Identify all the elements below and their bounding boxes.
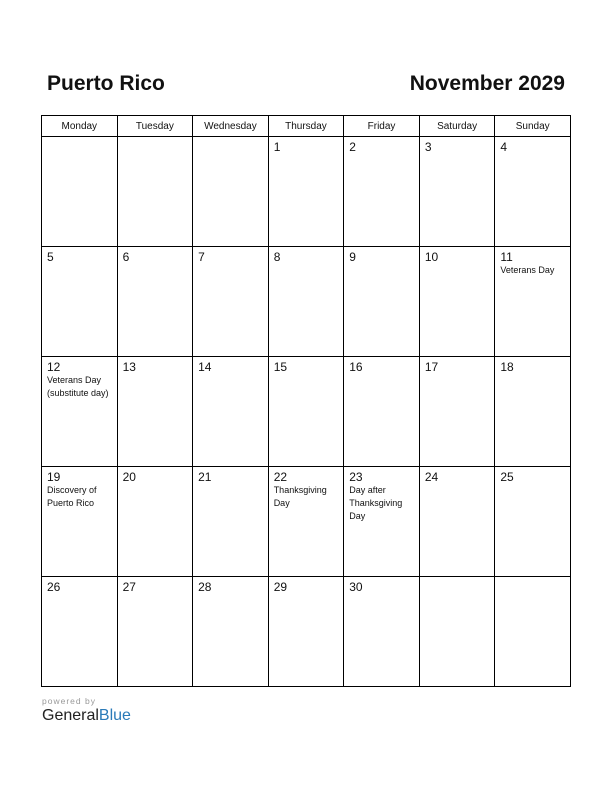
day-cell (495, 357, 571, 467)
footer-branding (42, 696, 131, 725)
weekday-header: Tuesday (117, 116, 193, 137)
day-cell (193, 137, 269, 247)
day-number: 15 (273, 360, 288, 374)
holiday-label: Day after Thanksgiving Day (349, 485, 403, 521)
day-number: 21 (198, 470, 212, 484)
day-cell (268, 577, 344, 687)
month-calendar-grid (41, 115, 571, 687)
day-cell (193, 577, 269, 687)
day-cell (344, 577, 420, 687)
day-cell (42, 577, 118, 687)
week-row (42, 247, 571, 357)
calendar-header (41, 70, 571, 100)
day-number: 23 (349, 470, 363, 484)
holiday-label: Discovery of Puerto Rico (47, 485, 97, 508)
day-cell (419, 357, 495, 467)
day-cell (419, 137, 495, 247)
day-cell (419, 577, 495, 687)
week-row (42, 577, 571, 687)
day-number: 16 (349, 360, 363, 374)
day-cell (419, 247, 495, 357)
day-cell (268, 247, 344, 357)
day-number: 28 (198, 580, 212, 594)
day-number: 20 (122, 470, 136, 484)
day-number: 5 (47, 250, 54, 264)
day-number: 17 (424, 360, 439, 374)
day-number: 24 (424, 470, 439, 484)
weekday-header-row (42, 116, 571, 137)
day-number: 1 (273, 140, 281, 154)
day-number: 27 (122, 580, 136, 594)
day-number: 10 (424, 250, 439, 264)
day-cell (42, 247, 118, 357)
day-number: 18 (500, 360, 514, 374)
day-cell (344, 467, 420, 577)
weekday-header: Thursday (268, 116, 344, 137)
day-number: 9 (349, 250, 356, 264)
day-number: 13 (122, 360, 136, 374)
holiday-label: Thanksgiving Day (273, 485, 327, 508)
day-cell (193, 357, 269, 467)
day-number: 22 (273, 470, 288, 484)
holiday-label: Veterans Day (substitute day) (47, 375, 109, 398)
week-row (42, 467, 571, 577)
day-cell (193, 467, 269, 577)
day-cell (495, 137, 571, 247)
day-number: 19 (47, 470, 61, 484)
day-number: 14 (198, 360, 212, 374)
day-number: 6 (122, 250, 130, 264)
day-cell (117, 577, 193, 687)
day-number: 4 (500, 140, 508, 154)
day-number: 3 (424, 140, 432, 154)
day-number: 2 (349, 140, 356, 154)
day-number: 25 (500, 470, 514, 484)
day-cell (42, 137, 118, 247)
powered-by-text: powered by (42, 696, 96, 706)
day-cell (419, 467, 495, 577)
month-title: November 2029 (409, 72, 565, 95)
day-cell (344, 247, 420, 357)
day-number: 8 (273, 250, 281, 264)
day-cell (495, 467, 571, 577)
day-cell (117, 247, 193, 357)
day-number: 29 (273, 580, 288, 594)
day-cell (344, 357, 420, 467)
generalblue-logo[interactable] (42, 707, 131, 725)
day-cell (268, 467, 344, 577)
week-row (42, 357, 571, 467)
weekday-header: Monday (42, 116, 118, 137)
day-cell (42, 467, 118, 577)
day-cell (193, 247, 269, 357)
day-number: 7 (198, 250, 205, 264)
day-cell (495, 577, 571, 687)
day-cell (117, 357, 193, 467)
day-cell (268, 357, 344, 467)
day-number: 26 (47, 580, 61, 594)
week-row (42, 137, 571, 247)
day-cell (42, 357, 118, 467)
weekday-header: Friday (344, 116, 420, 137)
weekday-header: Saturday (419, 116, 495, 137)
holiday-label: Veterans Day (500, 265, 555, 275)
day-number: 12 (47, 360, 61, 374)
weekday-header: Wednesday (193, 116, 269, 137)
day-cell (117, 137, 193, 247)
day-number: 30 (349, 580, 363, 594)
day-number: 11 (500, 250, 513, 264)
weekday-header: Sunday (495, 116, 571, 137)
day-cell (268, 137, 344, 247)
country-title: Puerto Rico (47, 72, 165, 95)
day-cell (495, 247, 571, 357)
brand-name-part2: Blue (98, 707, 131, 724)
day-cell (117, 467, 193, 577)
brand-name-part1: General (42, 707, 99, 724)
day-cell (344, 137, 420, 247)
